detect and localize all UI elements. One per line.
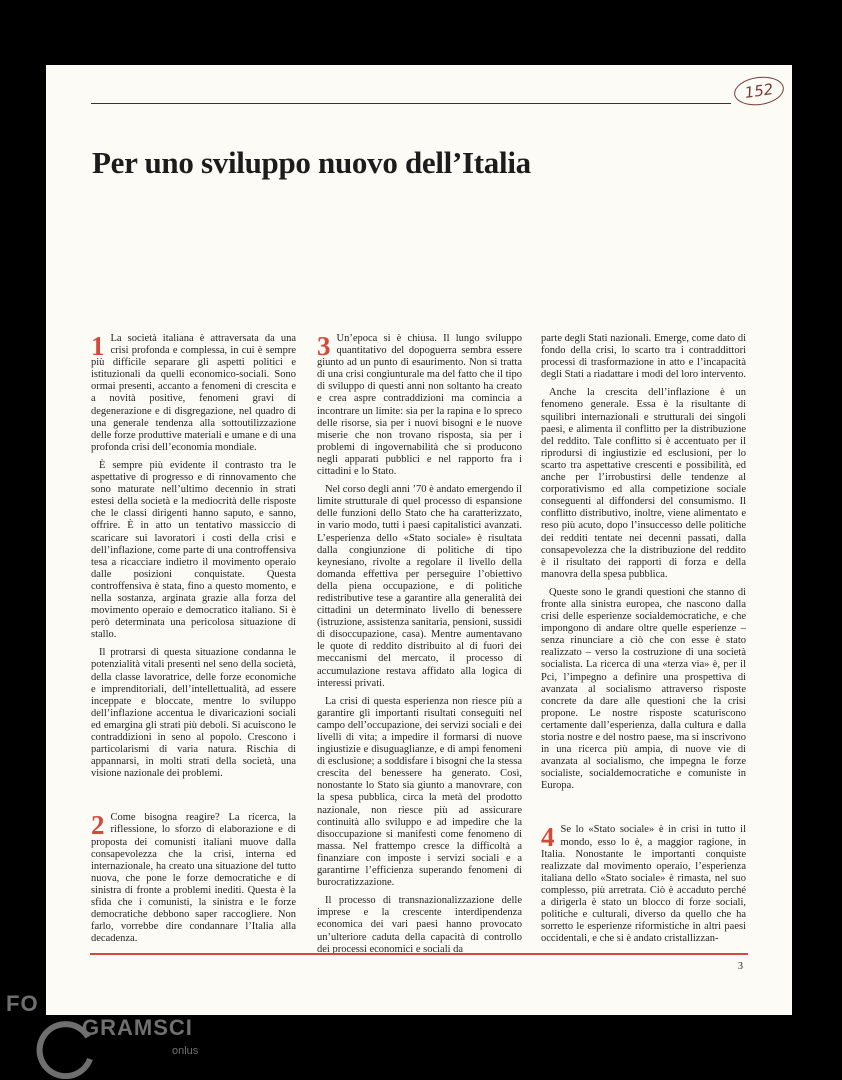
column-1: [91, 333, 296, 953]
section-3-paragraph-4: Il processo di transnazionalizzazione delle imprese e la crescente interdipendenza economica dei vari paesi hanno provocato un’ulteriore caduta della capacità di controllo dei processi economici e sociali da: [317, 895, 522, 953]
foundation-watermark: [0, 985, 230, 1080]
bottom-accent-rule: [90, 953, 748, 955]
section-1-paragraph-3: Il protrarsi di questa situazione condanna le potenzialità vitali presenti nel seno della società, della classe lavoratrice, delle forze economiche e imprenditoriali, dell’intellettualità, ad essere inceppate e bloccate, mentre lo sviluppo dell’inflazione accentua le divaricazioni sociali ed emargina gli strati più deboli. Si acuiscono le contraddizioni in seno al popolo. Crescono i particolarismi di varia natura. Rischia di appannarsi, in molti strati della società, una visione nazionale dei problemi.: [91, 647, 296, 780]
column-3-paragraph-2: Anche la crescita dell’inflazione è un fenomeno generale. Essa è la risultante di squilibri internazionali e strutturali dei singoli paesi, e alimenta il conflitto per la distribuzione del reddito. Tale conflitto si è accentuato per il riprodursi di ingiustizie ed esclusioni, per lo scarto tra aspettative crescenti e possibilità, ed anche per l’irrobustirsi delle tendenze al corporativismo ed alla competizione sociale conseguenti al diffondersi del consumismo. Il conflitto distributivo, inoltre, viene alimentato e reso più acuto, dopo l’insuccesso delle politiche dei redditi tentate nei decenni passati, dalla consapevolezza che la distribuzione del reddito è il risultato dei rapporti di forza e della manovra della spesa pubblica.: [541, 387, 746, 580]
section-1-paragraph-2: È sempre più evidente il contrasto tra le aspettative di progresso e di rinnovamento che sono maturate nell’ultimo decennio in strati estesi della società e la mediocrità delle risposte che le classi dirigenti hanno saputo, e sanno, offrire. È in atto un tentativo massiccio di scaricare sui lavoratori i costi della crisi e dell’inflazione, come parte di una controffensiva tesa a ricacciare indietro il movimento operaio dalle posizioni conquistate. Questa controffensiva è stata, fino a questo momento, e nella sostanza, arginata grazie alla forza del movimento operaio e democratico italiano. Si è però determinata una pericolosa situazione di stallo.: [91, 459, 296, 641]
section-1-number: 1: [91, 333, 105, 361]
section-2-paragraph-1: 2 Come bisogna reagire? La ricerca, la riflessione, lo sforzo di elaborazione e di proposta dei comunisti italiani muove dalla consapevolezza che la crisi, interna ed internazionale, ha creato una situazione del tutto nuova, che pone le forze democratiche e di sinistra di fronte a problemi inediti. Questa è la sfida che i comunisti, la sinistra e le forze democratiche debbono saper raccogliere. Non farlo, vorrebbe dire condannare l’Italia alla decadenza.: [91, 810, 296, 945]
article-title: Per uno sviluppo nuovo dell’Italia: [92, 145, 531, 180]
column-2: [317, 333, 522, 953]
watermark-text-gramsci: GRAMSCI: [82, 1015, 193, 1040]
top-rule: [91, 103, 731, 104]
watermark-text-fo: FO: [6, 991, 39, 1016]
document-page: [46, 65, 792, 1015]
column-3-paragraph-3: Queste sono le grandi questioni che stanno di fronte alla sinistra europea, che nascono dalla crisi delle esperienze socialdemocratiche, e che impongono di andare oltre quelle esperienze – senza rinunciare a ciò che con esse è stato realizzato – verso la costruzione di una società socialista. La ricerca di una «terza via» è, per il Pci, l’impegno a definire una prospettiva di avanzata al socialismo attraverso risposte concrete da dare alle questioni che la crisi propone. Le nostre risposte scaturiscono certamente dall’esperienza, dalla cultura e dalla storia nostre e del nostro paese, ma si inscrivono in una ricerca più ampia, di nuove vie di avanzata al socialismo, che impegna le forze socialiste, socialdemocratiche e comuniste in Europa.: [541, 586, 746, 792]
watermark-text-onlus: onlus: [172, 1045, 199, 1057]
handwritten-page-number: 152: [732, 74, 785, 109]
section-1-paragraph-1: 1 La società italiana è attraversata da una crisi profonda e complessa, in cui è sempre più difficile separare gli aspetti politici e istituzionali da quelli economico-sociali. Sono ormai presenti, accanto a fenomeni di crescita e a novità positive, fenomeni gravi di degenerazione e di disgregazione, nel quadro di una generale tendenza alla sottoutilizzazione delle forze produttive materiali e umane e di una profonda crisi dell’economia mondiale.: [91, 333, 296, 453]
section-3-paragraph-2: Nel corso degli anni ’70 è andato emergendo il limite strutturale di quel processo di espansione delle funzioni dello Stato che ha caratterizzato, in vario modo, tutti i paesi capitalistici avanzati. L’esperienza dello «Stato sociale» è risultata dalla congiunzione di politiche di tipo keynesiano, rivolte a regolare il livello della domanda effettiva per perseguire l’obiettivo della piena occupazione, e di politiche redistributive tese a garantire alla generalità dei cittadini un determinato livello di benessere (istruzione, assistenza sanitaria, pensioni, sussidi di disoccupazione, casa). Mentre aumentavano le quote di reddito distribuito al di fuori dei meccanismi del mercato, il processo di accumulazione restava affidato alla logica di interessi privati.: [317, 484, 522, 689]
section-3-paragraph-3: La crisi di questa esperienza non riesce più a garantire gli importanti risultati conseguiti nel campo dell’occupazione, dei servizi sociali e dei livelli di vita; a impedire il formarsi di nuove ingiustizie e disuguaglianze, e di ampi fenomeni di esclusione; a soddisfare i bisogni che la stessa crescita del benessere ha generato. Così, nonostante lo Stato sia giunto a manovrare, con la spesa pubblica, circa la metà del prodotto nazionale, non riesce più ad assicurare continuità allo sviluppo e ad impedire che la disoccupazione si manifesti come fenomeno di massa. Nel frattempo cresce la difficoltà a finanziare con imposte i servizi sociali e a garantirne l’efficienza superando fenomeni di burocratizzazione.: [317, 695, 522, 889]
column-3-paragraph-1: parte degli Stati nazionali. Emerge, come dato di fondo della crisi, lo scarto tra i contraddittori processi di trasformazione in atto e l’incapacità degli Stati a riadattare i modi del loro intervento.: [541, 333, 746, 381]
page-number: 3: [738, 961, 743, 972]
section-3-paragraph-1: 3 Un’epoca si è chiusa. Il lungo sviluppo quantitativo del dopoguerra sembra essere giunto ad un punto di esaurimento. Non si tratta di una crisi congiunturale ma del fatto che il tipo di sviluppo di questi anni non soltanto ha creato e crea aspre contraddizioni ma comincia a incontrare un limite: sia per la rapina e lo spreco delle risorse, sia per i nuovi bisogni e le nuove miserie che non trovano risposta, sia per i problemi di ingovernabilità che si producono negli apparati pubblici e nel rapporto fra i cittadini e lo Stato.: [317, 333, 522, 478]
column-3: [541, 333, 746, 953]
section-2-number: 2: [91, 810, 105, 841]
section-3-number: 3: [317, 333, 331, 361]
section-4-number: 4: [541, 822, 555, 853]
section-4-paragraph-1: 4 Se lo «Stato sociale» è in crisi in tutto il mondo, esso lo è, a maggior ragione, in Italia. Nonostante le importanti conquiste realizzate dal movimento operaio, l’esperienza italiana dello «Stato sociale» è rimasta, nel suo complesso, più arretrata. Ciò è accaduto perché a dirigerla è stato un blocco di forze sociali, politiche e culturali, diverso da quello che ha sorretto le esperienze riformistiche in altri paesi occidentali, e che si è andato cristallizzan-: [541, 822, 746, 945]
